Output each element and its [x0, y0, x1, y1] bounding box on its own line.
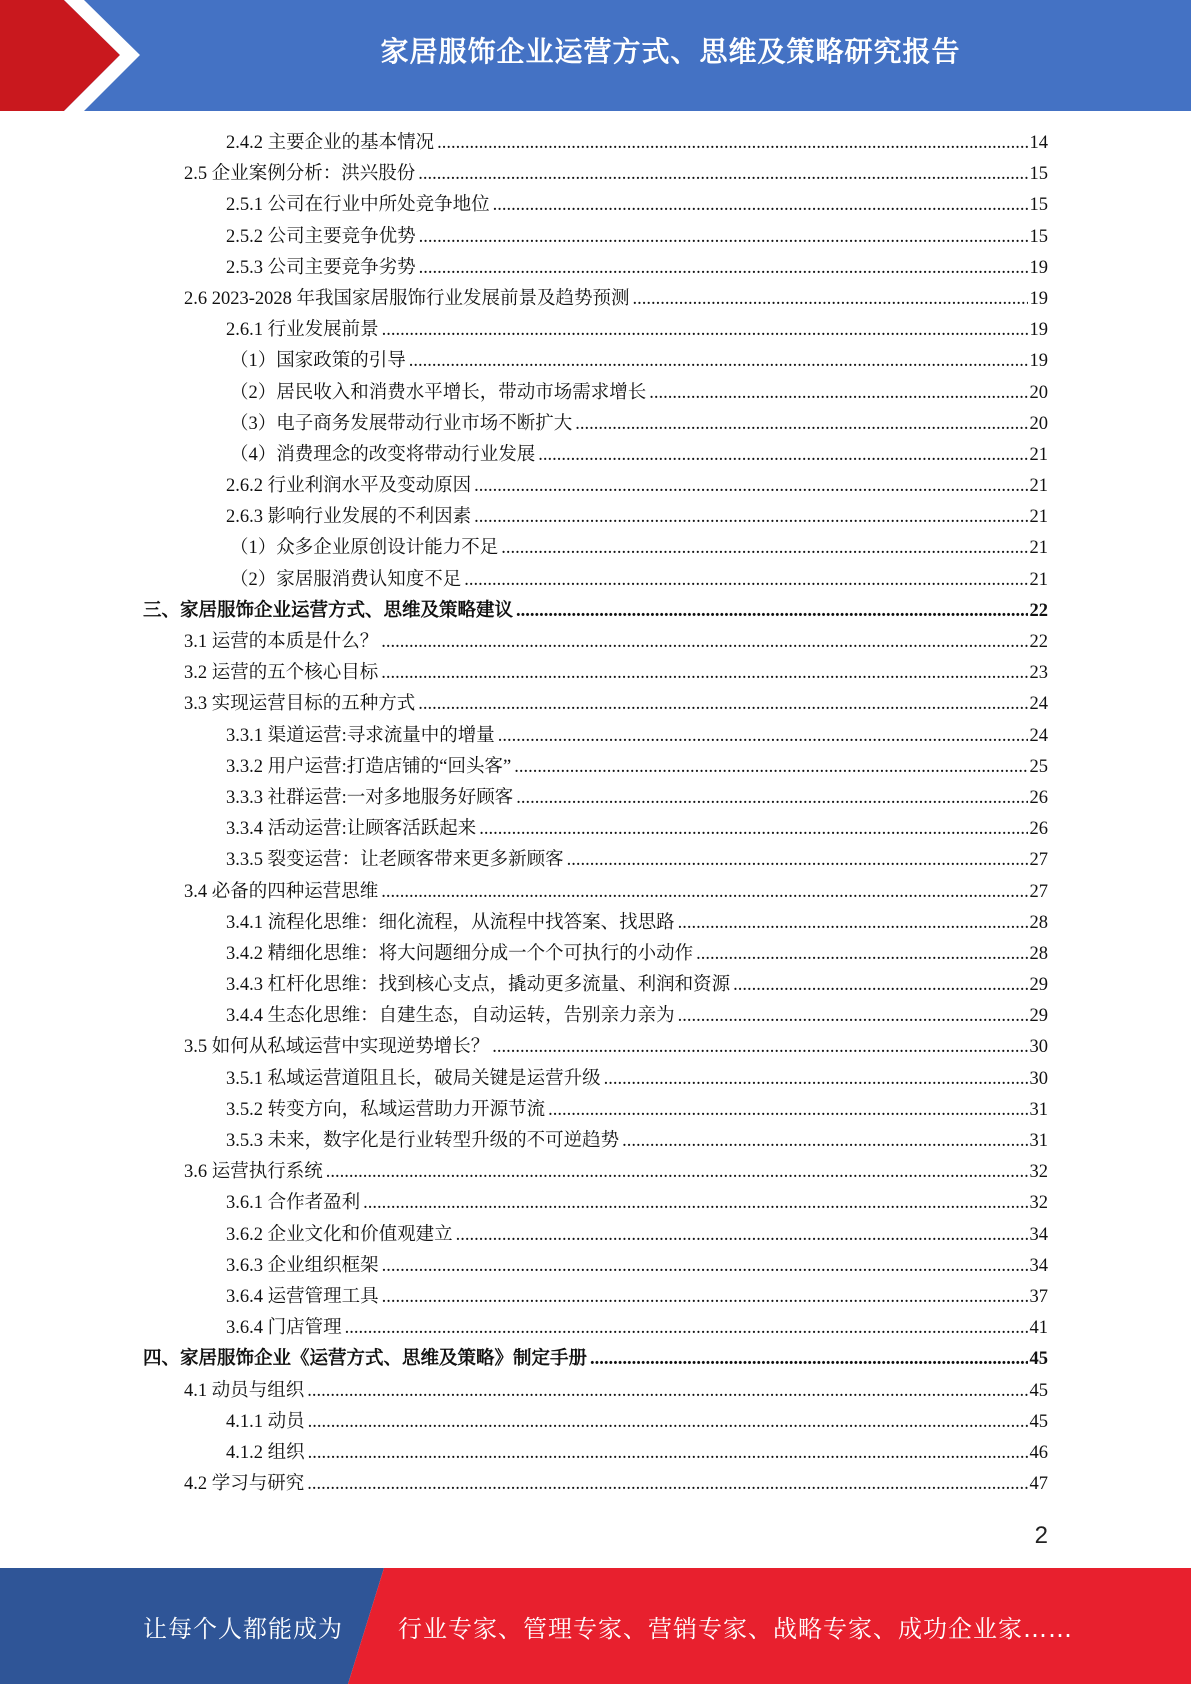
toc-entry-title: 三、家居服饰企业运营方式、思维及策略建议	[143, 600, 514, 621]
toc-entry-title: 3.2 运营的五个核心目标	[184, 663, 379, 684]
toc-entry[interactable]	[143, 222, 1048, 253]
toc-entry-title: （1）国家政策的引导	[230, 351, 406, 372]
toc-leader-dots	[419, 253, 1028, 284]
toc-entry-title: 2.5.1 公司在行业中所处竞争地位	[226, 195, 490, 216]
toc-leader-dots	[419, 222, 1028, 253]
toc-entry[interactable]	[143, 253, 1048, 284]
toc-leader-dots	[308, 1407, 1028, 1438]
toc-entry-page: 45	[1029, 1380, 1048, 1401]
toc-leader-dots	[516, 783, 1027, 814]
toc-entry[interactable]	[143, 378, 1048, 409]
toc-leader-dots	[696, 939, 1027, 970]
toc-entry[interactable]	[143, 471, 1048, 502]
toc-entry-title: 3.3.1 渠道运营:寻求流量中的增量	[226, 725, 495, 746]
toc-entry-page: 26	[1029, 819, 1048, 840]
toc-entry-page: 15	[1029, 164, 1048, 185]
toc-entry[interactable]	[143, 658, 1048, 689]
toc-entry-page: 14	[1029, 133, 1048, 153]
toc-entry-title: 3.6 运营执行系统	[184, 1162, 323, 1183]
page-footer	[0, 1568, 1191, 1684]
toc-entry-title: 2.5.3 公司主要竞争劣势	[226, 257, 416, 278]
toc-entry[interactable]	[143, 1157, 1048, 1188]
toc-entry-page: 19	[1029, 257, 1048, 278]
toc-leader-dots	[345, 1313, 1028, 1344]
toc-entry-page: 19	[1029, 288, 1048, 309]
toc-entry[interactable]	[143, 1282, 1048, 1313]
toc-entry-page: 24	[1029, 694, 1048, 715]
toc-entry-title: 3.3.2 用户运营:打造店铺的“回头客”	[226, 756, 512, 777]
toc-entry-page: 15	[1029, 195, 1048, 216]
toc-entry[interactable]	[143, 346, 1048, 377]
toc-entry-page: 45	[1029, 1411, 1048, 1432]
toc-entry-title: 3.1 运营的本质是什么？	[184, 632, 379, 652]
toc-entry[interactable]	[143, 1344, 1048, 1375]
toc-entry-title: （2）居民收入和消费水平增长，带动市场需求增长	[230, 382, 647, 403]
toc-entry-page: 46	[1029, 1442, 1048, 1463]
toc-entry-page: 34	[1029, 1224, 1048, 1245]
toc-entry-title: 2.6.3 影响行业发展的不利因素	[226, 507, 472, 528]
toc-entry[interactable]	[143, 1407, 1048, 1438]
toc-entry[interactable]	[143, 908, 1048, 939]
toc-entry[interactable]	[143, 1438, 1048, 1469]
toc-entry-page: 27	[1029, 881, 1048, 902]
toc-entry[interactable]	[143, 1064, 1048, 1095]
toc-entry[interactable]	[143, 284, 1048, 315]
toc-entry-title: 2.4.2 主要企业的基本情况	[226, 133, 435, 153]
toc-entry-page: 27	[1029, 850, 1048, 871]
toc-entry-page: 32	[1029, 1193, 1048, 1214]
toc-entry[interactable]	[143, 1126, 1048, 1157]
toc-entry[interactable]	[143, 502, 1048, 533]
toc-entry-title: 3.4.4 生态化思维：自建生态，自动运转，告别亲力亲为	[226, 1006, 675, 1027]
table-of-contents	[143, 128, 1048, 1500]
toc-entry-title: 2.5 企业案例分析：洪兴股份	[184, 164, 416, 185]
toc-entry-page: 47	[1029, 1474, 1048, 1495]
toc-entry-page: 19	[1029, 320, 1048, 341]
toc-entry-title: 4.1.2 组织	[226, 1442, 305, 1463]
toc-entry[interactable]	[143, 1220, 1048, 1251]
toc-leader-dots	[604, 1064, 1028, 1095]
toc-entry[interactable]	[143, 877, 1048, 908]
toc-entry-title: 3.5.3 未来，数字化是行业转型升级的不可逆趋势	[226, 1131, 620, 1151]
toc-leader-dots	[381, 627, 1027, 658]
toc-entry[interactable]	[143, 845, 1048, 876]
toc-entry-page: 21	[1029, 444, 1048, 465]
toc-entry-title: 3.6.3 企业组织框架	[226, 1255, 379, 1276]
toc-entry-page: 30	[1029, 1068, 1048, 1089]
toc-leader-dots	[464, 565, 1027, 596]
toc-entry-page: 30	[1029, 1037, 1048, 1058]
toc-entry-title: 3.5.2 转变方向，私域运营助力开源节流	[226, 1099, 546, 1120]
toc-entry-page: 19	[1029, 351, 1048, 372]
toc-entry[interactable]	[143, 1032, 1048, 1063]
toc-entry[interactable]	[143, 565, 1048, 596]
toc-entry[interactable]	[143, 409, 1048, 440]
toc-entry-page: 28	[1029, 943, 1048, 964]
toc-entry-title: 3.4.3 杠杆化思维：找到核心支点，撬动更多流量、利润和资源	[226, 975, 731, 996]
toc-entry-page: 45	[1029, 1349, 1048, 1370]
toc-entry-title: 3.3.4 活动运营:让顾客活跃起来	[226, 819, 477, 840]
toc-leader-dots	[326, 1157, 1028, 1188]
toc-entry-title: 3.3.3 社群运营:一对多地服务好顾客	[226, 787, 514, 808]
toc-entry[interactable]	[143, 783, 1048, 814]
toc-leader-dots	[363, 1188, 1027, 1219]
toc-entry-title: （2）家居服消费认知度不足	[230, 569, 462, 590]
toc-entry-page: 37	[1029, 1286, 1048, 1307]
toc-entry-title: 2.6.2 行业利润水平及变动原因	[226, 476, 472, 497]
toc-leader-dots	[418, 159, 1027, 190]
toc-leader-dots	[382, 1251, 1028, 1282]
toc-leader-dots	[575, 409, 1027, 440]
toc-entry-page: 41	[1029, 1318, 1048, 1339]
toc-entry-title: （4）消费理念的改变将带动行业发展	[230, 444, 536, 465]
toc-leader-dots	[492, 1032, 1027, 1063]
toc-entry-title: 3.3 实现运营目标的五种方式	[184, 694, 416, 715]
toc-entry-page: 29	[1029, 1006, 1048, 1027]
toc-entry-page: 20	[1029, 382, 1048, 403]
toc-entry[interactable]	[143, 1188, 1048, 1219]
toc-entry-title: 2.6.1 行业发展前景	[226, 320, 379, 341]
toc-entry-title: 3.6.4 运营管理工具	[226, 1286, 379, 1307]
page-number: 2	[1034, 1522, 1048, 1549]
toc-leader-dots	[501, 533, 1027, 564]
toc-leader-dots	[479, 814, 1027, 845]
toc-leader-dots	[548, 1095, 1027, 1126]
toc-entry[interactable]	[143, 970, 1048, 1001]
toc-entry[interactable]	[143, 1251, 1048, 1282]
toc-entry-title: 3.4.1 流程化思维：细化流程，从流程中找答案、找思路	[226, 912, 675, 933]
toc-leader-dots	[538, 440, 1027, 471]
toc-entry[interactable]	[143, 1313, 1048, 1344]
toc-entry-page: 21	[1029, 538, 1048, 559]
toc-entry-page: 26	[1029, 787, 1048, 808]
toc-entry-page: 31	[1029, 1099, 1048, 1120]
toc-leader-dots	[514, 752, 1027, 783]
toc-entry[interactable]	[143, 752, 1048, 783]
toc-leader-dots	[498, 721, 1028, 752]
toc-leader-dots	[381, 658, 1027, 689]
toc-entry-title: （3）电子商务发展带动行业市场不断扩大	[230, 413, 573, 434]
toc-entry[interactable]	[143, 1095, 1048, 1126]
toc-entry-title: 3.5.1 私域运营道阻且长，破局关键是运营升级	[226, 1068, 601, 1089]
toc-entry-title: （1）众多企业原创设计能力不足	[230, 538, 499, 559]
toc-entry[interactable]	[143, 596, 1048, 627]
toc-entry-page: 25	[1029, 756, 1048, 777]
toc-entry[interactable]	[143, 440, 1048, 471]
toc-entry[interactable]	[143, 1001, 1048, 1032]
toc-leader-dots	[678, 1001, 1028, 1032]
toc-entry-page: 15	[1029, 226, 1048, 247]
toc-entry-title: 3.3.5 裂变运营：让老顾客带来更多新顾客	[226, 850, 564, 871]
footer-slogan-left: 让每个人都能成为	[143, 1614, 343, 1643]
toc-entry-page: 28	[1029, 912, 1048, 933]
toc-entry-title: 四、家居服饰企业《运营方式、思维及策略》制定手册	[143, 1349, 588, 1370]
toc-leader-dots	[567, 845, 1028, 876]
toc-entry[interactable]	[143, 190, 1048, 221]
toc-entry-page: 22	[1029, 600, 1048, 621]
toc-entry[interactable]	[143, 533, 1048, 564]
toc-entry-page: 31	[1029, 1131, 1048, 1151]
toc-entry-page: 21	[1029, 476, 1048, 497]
toc-entry-page: 23	[1029, 663, 1048, 684]
header-title: 家居服饰企业运营方式、思维及策略研究报告	[380, 35, 961, 68]
toc-entry-page: 34	[1029, 1255, 1048, 1276]
toc-leader-dots	[437, 128, 1027, 159]
toc-entry-page: 29	[1029, 975, 1048, 996]
toc-entry-title: 3.4.2 精细化思维：将大问题细分成一个个可执行的小动作	[226, 943, 694, 964]
toc-leader-dots	[307, 1376, 1027, 1407]
toc-entry-title: 4.1.1 动员	[226, 1411, 305, 1432]
toc-entry[interactable]	[143, 315, 1048, 346]
toc-entry[interactable]	[143, 627, 1048, 658]
toc-leader-dots	[307, 1469, 1027, 1500]
toc-entry[interactable]	[143, 1376, 1048, 1407]
toc-leader-dots	[382, 1282, 1028, 1313]
toc-entry-page: 22	[1029, 632, 1048, 652]
toc-leader-dots	[622, 1126, 1027, 1157]
toc-entry-title: 4.2 学习与研究	[184, 1474, 305, 1495]
toc-entry[interactable]	[143, 689, 1048, 720]
toc-entry-page: 20	[1029, 413, 1048, 434]
toc-entry[interactable]	[143, 721, 1048, 752]
toc-entry[interactable]	[143, 939, 1048, 970]
toc-entry-title: 3.6.4 门店管理	[226, 1318, 342, 1339]
footer-slogan-right: 行业专家、管理专家、营销专家、战略专家、成功企业家……	[398, 1614, 1073, 1643]
toc-leader-dots	[493, 190, 1028, 221]
toc-leader-dots	[381, 877, 1027, 908]
toc-entry-title: 3.6.1 合作者盈利	[226, 1193, 361, 1214]
toc-leader-dots	[733, 970, 1027, 1001]
toc-entry-page: 21	[1029, 569, 1048, 590]
toc-entry[interactable]	[143, 1469, 1048, 1500]
toc-entry-page: 24	[1029, 725, 1048, 746]
toc-entry-title: 2.6 2023-2028 年我国家居服饰行业发展前景及趋势预测	[184, 288, 630, 309]
toc-entry[interactable]	[143, 128, 1048, 159]
toc-leader-dots	[308, 1438, 1028, 1469]
toc-leader-dots	[649, 378, 1027, 409]
toc-leader-dots	[409, 346, 1028, 377]
toc-leader-dots	[590, 1344, 1027, 1375]
page-header	[0, 0, 1191, 111]
toc-entry-title: 3.6.2 企业文化和价值观建立	[226, 1224, 453, 1245]
toc-entry-title: 4.1 动员与组织	[184, 1380, 305, 1401]
toc-leader-dots	[474, 471, 1027, 502]
toc-entry[interactable]	[143, 814, 1048, 845]
toc-entry-title: 3.5 如何从私域运营中实现逆势增长？	[184, 1037, 490, 1058]
toc-leader-dots	[633, 284, 1028, 315]
toc-entry-title: 2.5.2 公司主要竞争优势	[226, 226, 416, 247]
toc-leader-dots	[474, 502, 1027, 533]
toc-entry-page: 21	[1029, 507, 1048, 528]
toc-entry-page: 32	[1029, 1162, 1048, 1183]
toc-entry-title: 3.4 必备的四种运营思维	[184, 881, 379, 902]
toc-entry[interactable]	[143, 159, 1048, 190]
toc-leader-dots	[456, 1220, 1028, 1251]
toc-leader-dots	[382, 315, 1028, 346]
toc-leader-dots	[678, 908, 1028, 939]
toc-leader-dots	[516, 596, 1027, 627]
toc-leader-dots	[418, 689, 1027, 720]
